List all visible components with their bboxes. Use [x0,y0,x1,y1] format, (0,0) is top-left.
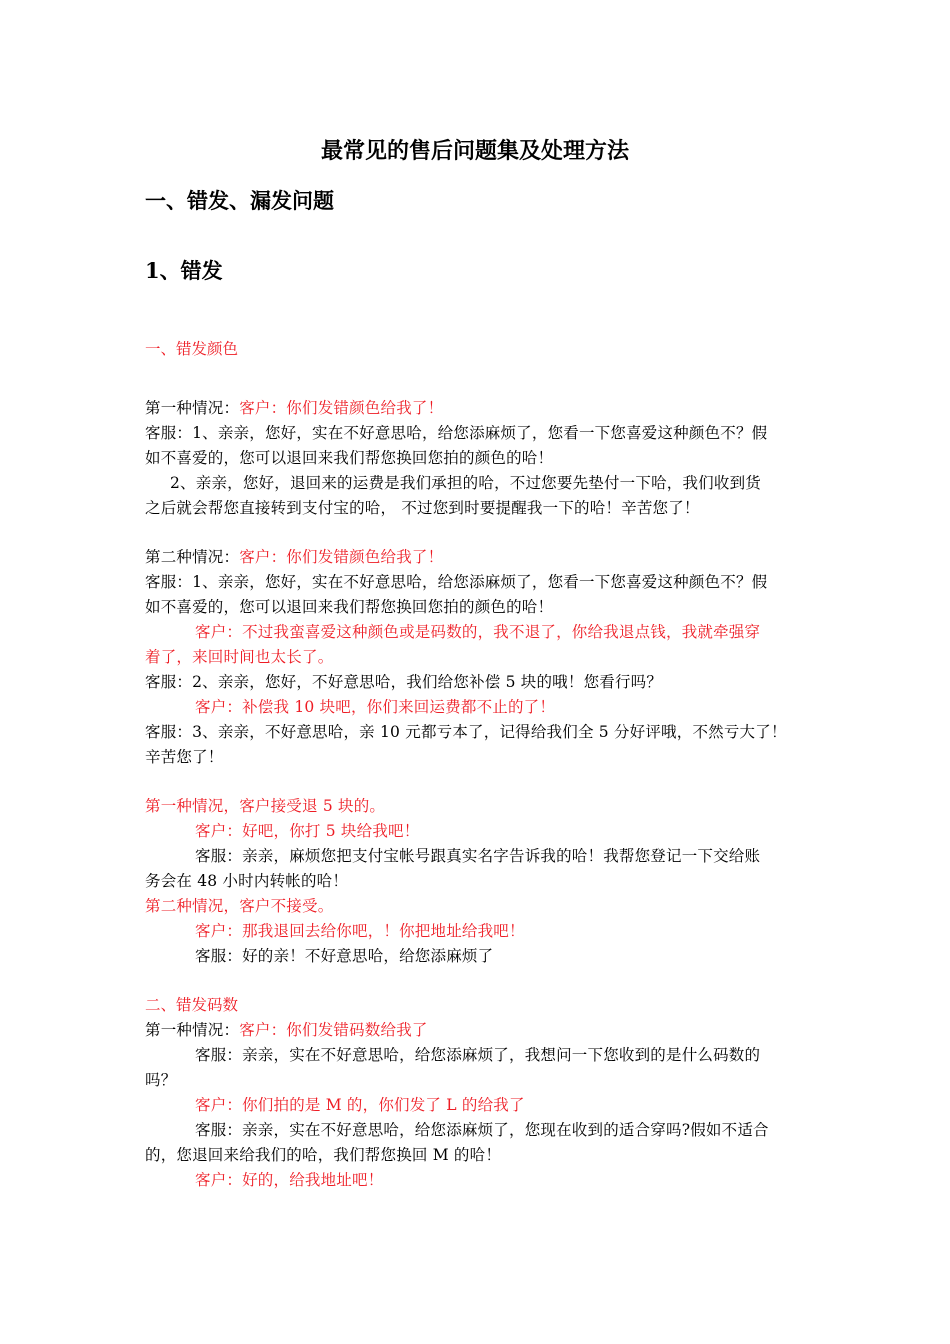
dialog-line: 客服：2、亲亲，您好，不好意思哈，我们给您补偿 5 块的哦！您看行吗？ [145,673,663,691]
dialog-line: 客服：1、亲亲，您好，实在不好意思哈，给您添麻烦了，您看一下您喜爱这种颜色不？假 [145,573,768,591]
dialog-line: 第二种情况：客户：你们发错颜色给我了！ [145,548,444,566]
dialog-line: 如不喜爱的，您可以退回来我们帮您换回您拍的颜色的哈！ [145,598,554,616]
dialog-line: 吗？ [145,1071,177,1089]
dialog-line-customer: 客户：你们拍的是 M 的，你们发了 L 的给我了 [195,1096,525,1114]
dialog-line: 的，您退回来给我们的哈，我们帮您换回 M 的哈！ [145,1146,502,1164]
dialog-line: 如不喜爱的，您可以退回来我们帮您换回您拍的颜色的哈！ [145,449,554,467]
dialog-line: 客服：3、亲亲，不好意思哈，亲 10 元都亏本了，记得给我们全 5 分好评哦，不然亏大了！ [145,723,787,741]
dialog-line: 第一种情况：客户：你们发错码数给我了 [145,1021,428,1039]
dialog-line: 客服：1、亲亲，您好，实在不好意思哈，给您添麻烦了，您看一下您喜爱这种颜色不？假 [145,424,768,442]
dialog-line: 2、亲亲，您好，退回来的运费是我们承担的哈，不过您要先垫付一下哈，我们收到货 [170,474,761,492]
dialog-line: 辛苦您了！ [145,748,224,766]
section-title-wrong-color: 一、错发颜色 [145,340,239,358]
dialog-line: 客服：亲亲，麻烦您把支付宝帐号跟真实名字告诉我的哈！我帮您登记一下交给账 [195,847,761,865]
case-label: 第二种情况，客户不接受。 [145,897,334,915]
dialog-line-customer: 客户：好吧，你打 5 块给我吧！ [195,822,420,840]
dialog-line: 第一种情况：客户：你们发错颜色给我了！ [145,399,444,417]
dialog-line: 之后就会帮您直接转到支付宝的哈， 不过您到时要提醒我一下的哈！辛苦您了！ [145,499,700,517]
dialog-line-customer: 客户：好的，给我地址吧！ [195,1171,384,1189]
heading-level-2: 1、错发 [145,258,223,283]
case-label: 第一种情况，客户接受退 5 块的。 [145,797,386,815]
document-title: 最常见的售后问题集及处理方法 [320,138,629,164]
dialog-line-customer: 客户：那我退回去给你吧，！你把地址给我吧！ [195,922,525,940]
dialog-line: 客服：好的亲！不好意思哈，给您添麻烦了 [195,947,494,965]
dialog-line: 客服：亲亲，实在不好意思哈，给您添麻烦了，我想问一下您收到的是什么码数的 [195,1046,761,1064]
dialog-line: 务会在 48 小时内转帐的哈！ [145,872,349,890]
heading-level-1: 一、错发、漏发问题 [145,188,334,213]
dialog-line-customer: 客户：补偿我 10 块吧，你们来回运费都不止的了！ [195,698,556,716]
dialog-line-customer: 客户：不过我蛮喜爱这种颜色或是码数的，我不退了，你给我退点钱，我就牵强穿 [195,623,761,641]
section-title-wrong-size: 二、错发码数 [145,996,239,1014]
dialog-line-customer: 着了，来回时间也太长了。 [145,648,334,666]
dialog-line: 客服：亲亲，实在不好意思哈，给您添麻烦了，您现在收到的适合穿吗?假如不适合 [195,1121,769,1139]
